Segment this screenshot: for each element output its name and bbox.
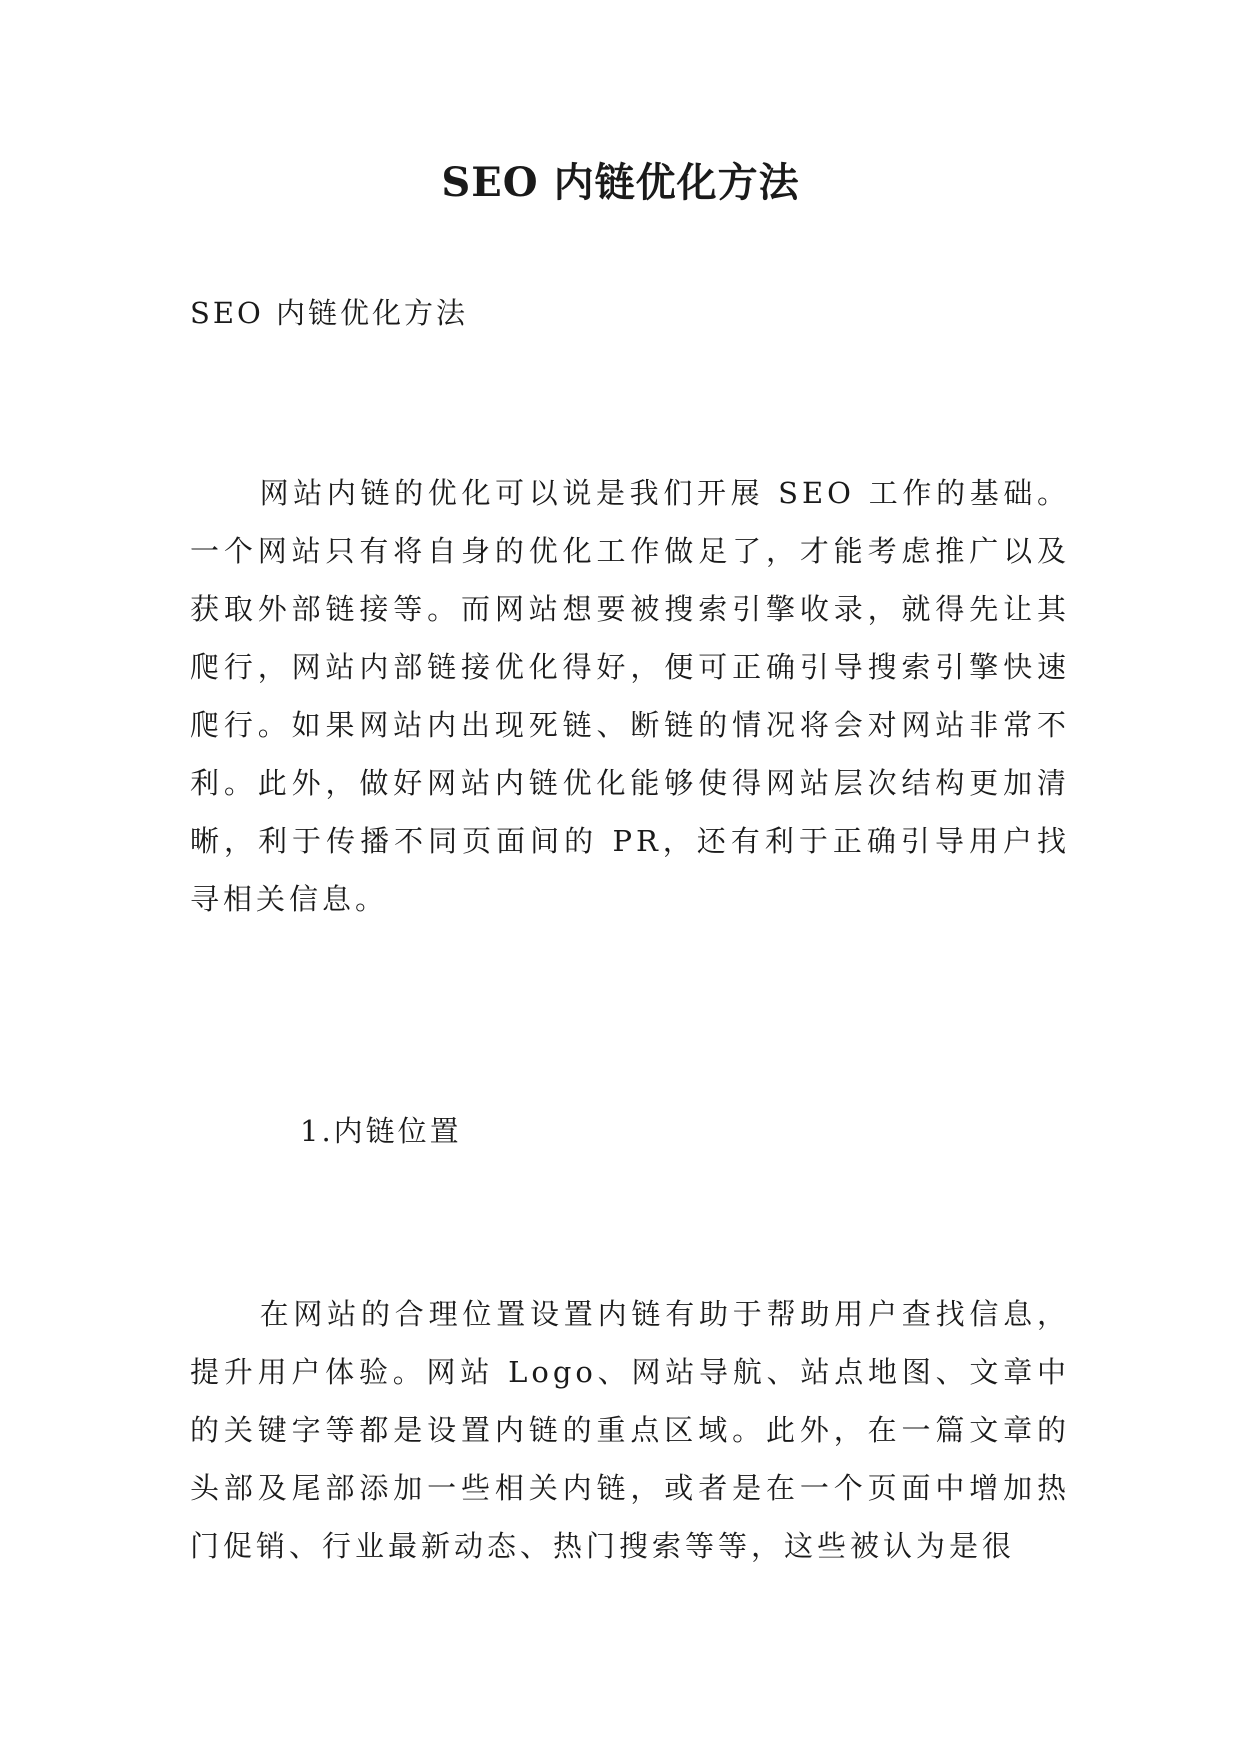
document-title: SEO 内链优化方法 [441, 159, 800, 206]
section-heading-internal-link-position: 1.内链位置 [300, 1114, 462, 1148]
section-1-paragraph: 在网站的合理位置设置内链有助于帮助用户查找信息，提升用户体验。网站 Logo、网站导航、站点地图、文章中的关键字等都是设置内链的重点区域。此外，在一篇文章的头部及尾部添加一些相关内链，或者是在一个页面中增加热门促销、行业最新动态、热门搜索等等，这些被认为是很 [190, 1297, 1070, 1563]
intro-paragraph: 网站内链的优化可以说是我们开展 SEO 工作的基础。一个网站只有将自身的优化工作做足了，才能考虑推广以及获取外部链接等。而网站想要被搜索引擎收录，就得先让其爬行，网站内部链接优化得好，便可正确引导搜索引擎快速爬行。如果网站内出现死链、断链的情况将会对网站非常不利。此外，做好网站内链优化能够使得网站层次结构更加清晰，利于传播不同页面间的 PR，还有利于正确引导用户找寻相关信息。 [190, 476, 1070, 916]
document-subtitle: SEO 内链优化方法 [190, 296, 469, 330]
